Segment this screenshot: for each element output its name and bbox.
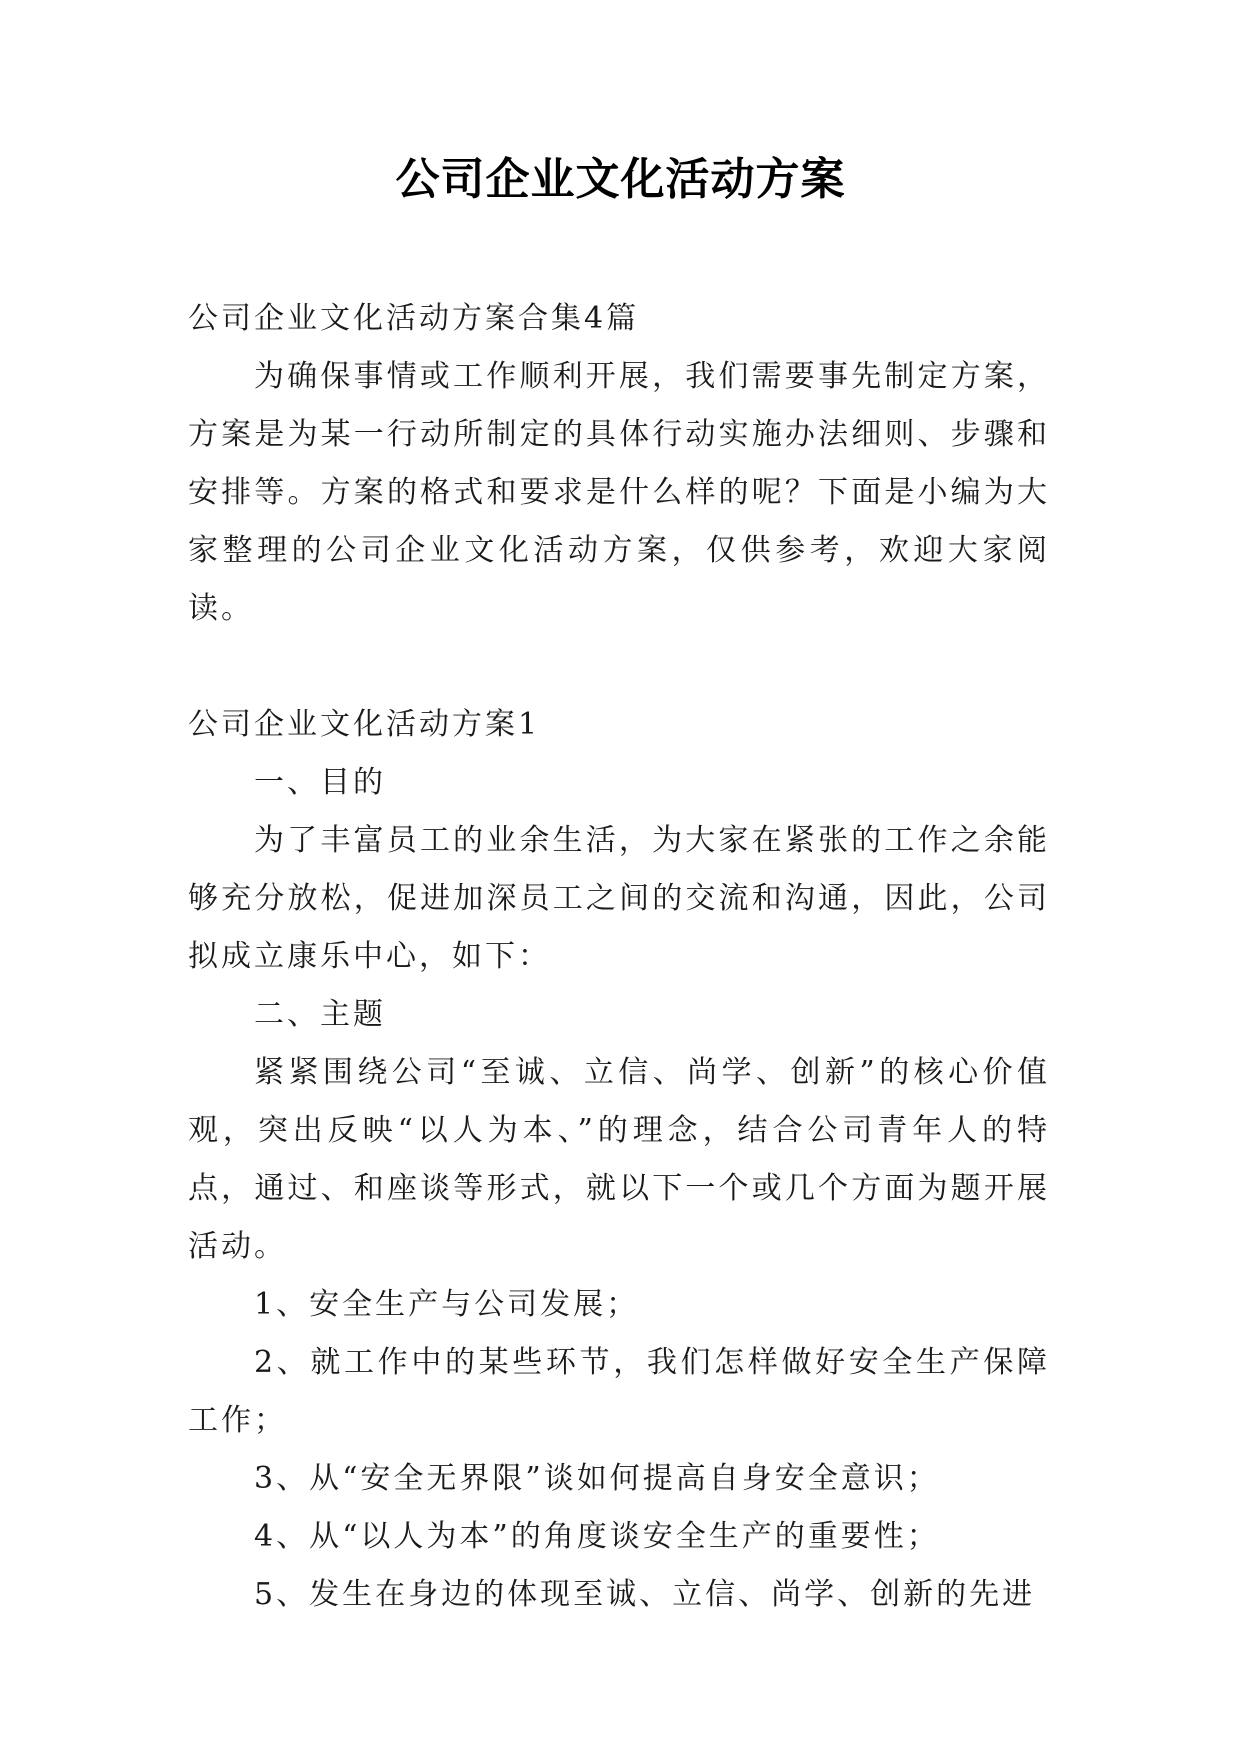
- subheading-theme: 二、主题: [254, 997, 386, 1032]
- list-item: 4、从“以人为本”的角度谈安全生产的重要性；: [254, 1519, 940, 1554]
- document-title: 公司企业文化活动方案: [395, 154, 846, 205]
- purpose-paragraph: 为了丰富员工的业余生活，为大家在紧张的工作之余能够充分放松，促进加深员工之间的交流和沟通，因此，公司拟成立康乐中心，如下：: [188, 823, 1050, 974]
- intro-paragraph: 为确保事情或工作顺利开展，我们需要事先制定方案，方案是为某一行动所制定的具体行动实施办法细则、步骤和安排等。方案的格式和要求是什么样的呢？下面是小编为大家整理的公司企业文化活动方案，仅供参考，欢迎大家阅读。: [188, 359, 1050, 626]
- document-body: [188, 290, 1050, 1624]
- collection-heading: 公司企业文化活动方案合集4篇: [188, 301, 640, 336]
- list-item: 3、从“安全无界限”谈如何提高自身安全意识；: [254, 1461, 940, 1496]
- list-item: 1、安全生产与公司发展；: [254, 1287, 640, 1322]
- list-item: 2、就工作中的某些环节，我们怎样做好安全生产保障工作；: [188, 1345, 1050, 1438]
- theme-paragraph: 紧紧围绕公司“至诚、立信、尚学、创新”的核心价值观，突出反映“以人为本、”的理念，结合公司青年人的特点，通过、和座谈等形式，就以下一个或几个方面为题开展活动。: [188, 1055, 1050, 1264]
- list-item: 5、发生在身边的体现至诚、立信、尚学、创新的先进: [254, 1577, 1036, 1612]
- subheading-purpose: 一、目的: [254, 765, 386, 800]
- section-heading-plan-1: 公司企业文化活动方案1: [188, 707, 541, 742]
